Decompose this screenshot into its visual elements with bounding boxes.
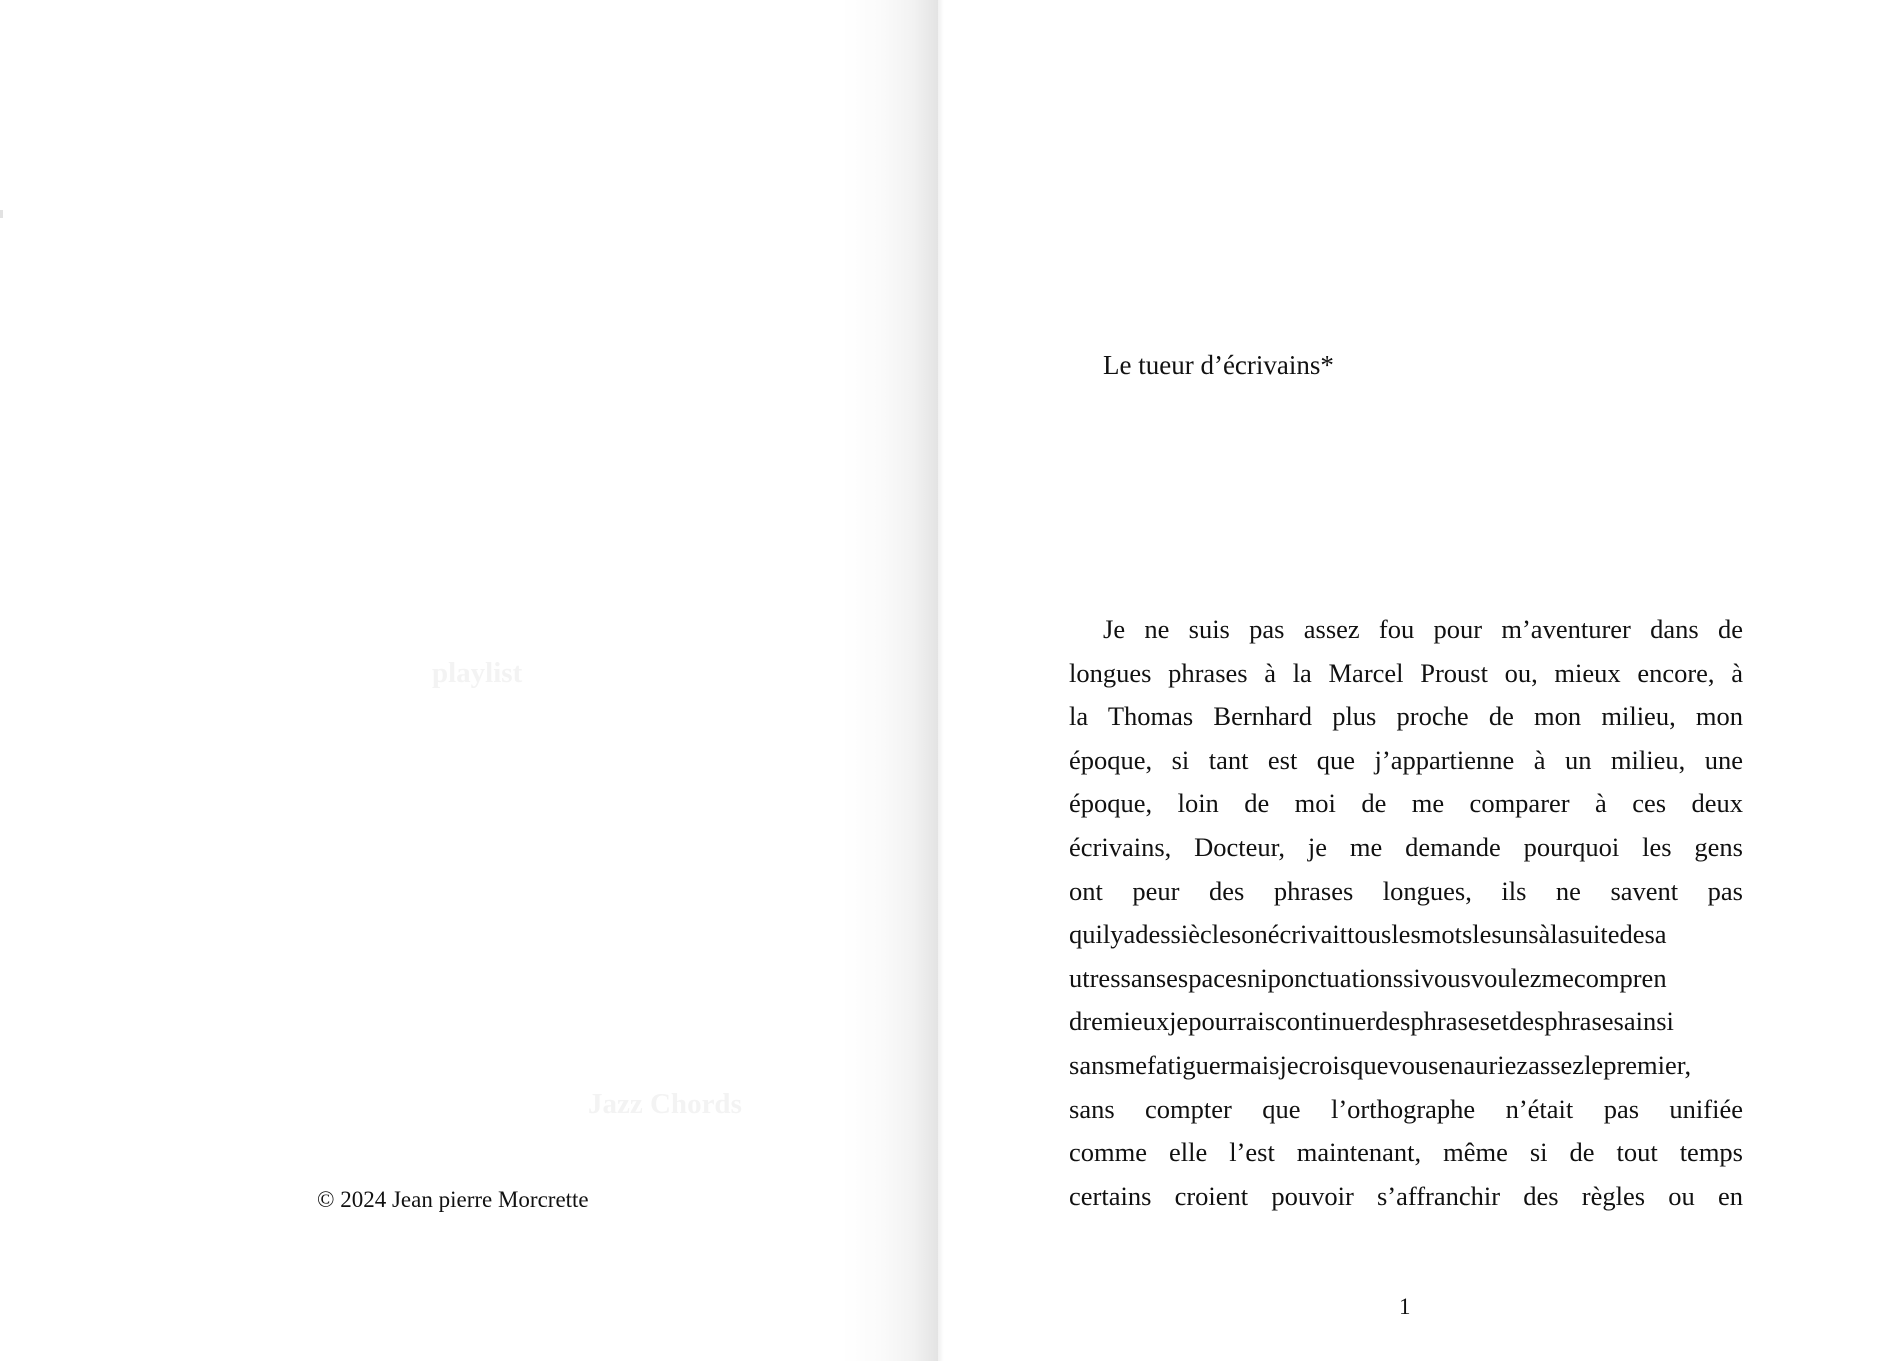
text-line: écrivains, Docteur, je me demande pourquoi les gens [1069,831,1743,862]
text-line: la Thomas Bernhard plus proche de mon milieu, mon [1069,701,1743,732]
text-line: comme elle l’est maintenant, même si de tout temps [1069,1137,1743,1168]
text-line: sans compter que l’orthographe n’était pas unifiée [1069,1093,1743,1124]
text-line: longues phrases à la Marcel Proust ou, mieux encore, à [1069,657,1743,688]
text-line: époque, loin de moi de me comparer à ces deux [1069,788,1743,819]
left-page [0,0,938,1361]
text-line: quilyadessièclesonécrivaittouslesmotslesunsàlasuitedesa [1069,919,1667,950]
show-through-text: playlist [432,657,523,689]
body-paragraph [1069,608,1743,1218]
copyright-notice: © 2024 Jean pierre Morcrette [317,1187,589,1212]
text-line: dremieuxjepourraiscontinuerdesphrasesetdesphrasesainsi [1069,1006,1674,1037]
show-through-text: Jazz Chords [588,1088,742,1120]
chapter-title: Le tueur d’écrivains* [1103,350,1334,380]
text-line: utressansespacesniponctuationssivousvoulezmecompren [1069,962,1667,993]
page-number: 1 [1399,1294,1411,1319]
text-line: ont peur des phrases longues, ils ne savent pas [1069,875,1743,906]
text-line: Je ne suis pas assez fou pour m’aventurer dans de [1103,614,1743,644]
text-line: sansmefatiguermaisjecroisquevousenauriezassezlepremier, [1069,1049,1692,1080]
page-edge-mark [0,210,3,218]
text-line: certains croient pouvoir s’affranchir des règles ou en [1069,1180,1743,1211]
text-line: époque, si tant est que j’appartienne à un milieu, une [1069,744,1743,775]
